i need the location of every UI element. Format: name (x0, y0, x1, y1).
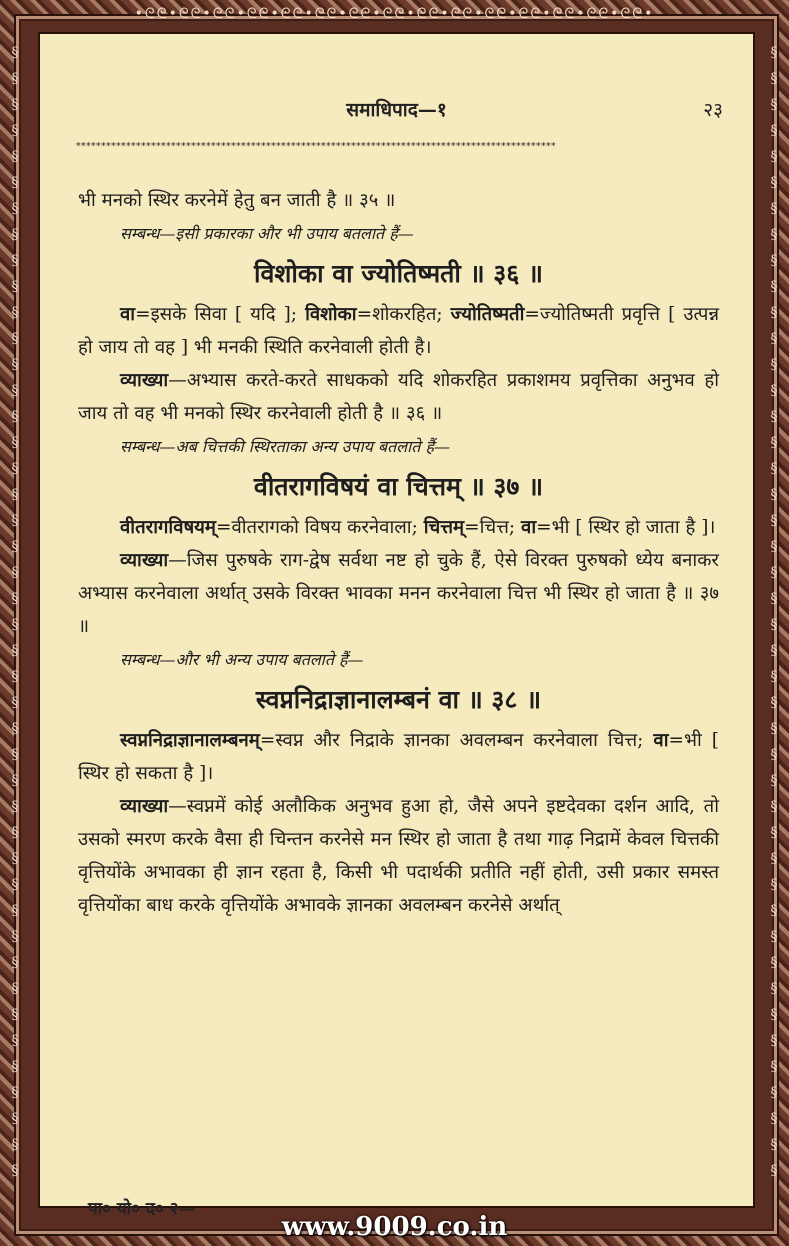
commentary-37 (78, 544, 719, 643)
word-meaning-36 (78, 298, 719, 364)
meaning: =वीतरागको विषय करनेवाला; (215, 517, 424, 538)
meaning: =भी [ स्थिर हो जाता है ]। (536, 517, 716, 538)
commentary-label: व्याख्या (120, 550, 169, 571)
star-separator: ************************************************************************************************ (76, 142, 556, 152)
commentary-38 (78, 790, 719, 922)
page-body (78, 184, 719, 922)
meaning: =ज्योतिष्मती प्रवृत्ति [ उत्पन्न हो जाय तो वह ] भी मनकी स्थिति करनेवाली होती है। (78, 304, 719, 358)
relation-line-37: सम्बन्ध—अब चित्तकी स्थिरताका अन्य उपाय बतलाते हैं— (120, 437, 450, 456)
relation-line-38: सम्बन्ध—और भी अन्य उपाय बतलाते हैं— (120, 650, 364, 669)
ornament-right: § § § § § § § § § § § § § § § § § § § § § § § § § § § § § § § § § § § § § § § § § § § § (770, 45, 778, 1179)
word-meaning-38 (78, 724, 719, 790)
paragraph-continuation: भी मनको स्थिर करनेमें हेतु बन जाती है ॥ ३५ ॥ (78, 190, 396, 211)
term: विशोका (305, 304, 357, 325)
book-page (38, 32, 755, 1219)
term: वा (120, 304, 136, 325)
meaning: =इसके सिवा [ यदि ]; (135, 304, 306, 325)
commentary-label: व्याख्या (120, 796, 169, 817)
chapter-title: समाधिपाद—१ (346, 99, 447, 121)
term: स्वप्ननिद्राज्ञानालम्बनम् (120, 730, 260, 751)
commentary-label: व्याख्या (120, 370, 169, 391)
meaning: =शोकरहित; (356, 304, 451, 325)
page-number: २३ (703, 99, 723, 121)
commentary-text: —अभ्यास करते-करते साधकको यदि शोकरहित प्रकाशमय प्रवृत्तिका अनुभव हो जाय तो वह भी मनको स्थिर करनेवाली होती है ॥ ३६ ॥ (78, 370, 719, 424)
page-header (40, 96, 753, 126)
word-meaning-37 (78, 511, 719, 544)
ornament-left: § § § § § § § § § § § § § § § § § § § § § § § § § § § § § § § § § § § § § § § § § § § § (11, 45, 19, 1179)
page-footer-signature: पा० यो० द० २— (88, 1199, 196, 1219)
relation-line-36: सम्बन्ध—इसी प्रकारका और भी उपाय बतलाते हैं— (120, 224, 414, 243)
term: वीतरागविषयम् (120, 517, 216, 538)
meaning: =चित्त; (464, 517, 522, 538)
commentary-36 (78, 364, 719, 430)
sutra-36: विशोका वा ज्योतिष्मती ॥ ३६ ॥ (254, 259, 543, 288)
commentary-text: —स्वप्नमें कोई अलौकिक अनुभव हुआ हो, जैसे अपने इष्टदेवका दर्शन आदि, तो उसको स्मरण करके वैसा ही चिन्तन करनेसे मन स्थिर हो जाता है तथा गाढ़ निद्रामें केवल चित्तकी वृत्तियोंके अभावका ही ज्ञान रहता है, किसी भी पदार्थकी प्रतीति नहीं होती, उसी प्रकार समस्त वृत्तियोंका बाध करके वृत्तियोंके अभावके ज्ञानका अवलम्बन करनेसे अर्थात् (78, 796, 719, 916)
meaning: =भी [ स्थिर हो सकता है ]। (78, 730, 719, 784)
sutra-37: वीतरागविषयं वा चित्तम् ॥ ३७ ॥ (253, 472, 544, 501)
website-watermark[interactable]: www.9009.co.in (281, 1212, 508, 1242)
meaning: =स्वप्न और निद्राके ज्ञानका अवलम्बन करनेवाला चित्त; (259, 730, 654, 751)
term: वा (521, 517, 537, 538)
ornament-top: •ᘓᘓ•ᘓᘓ•ᘓᘓ•ᘓᘓ•ᘓᘓ•ᘓᘓ•ᘓᘓ•ᘓᘓ•ᘓᘓ•ᘓᘓ•ᘓᘓ•ᘓᘓ•ᘓᘓ•ᘓᘓ•ᘓᘓ• (134, 6, 655, 22)
sutra-38: स्वप्ननिद्राज्ञानालम्बनं वा ॥ ३८ ॥ (255, 685, 542, 714)
term: चित्तम् (423, 517, 465, 538)
commentary-text: —जिस पुरुषके राग-द्वेष सर्वथा नष्ट हो चुके हैं, ऐसे विरक्त पुरुषको ध्येय बनाकर अभ्यास करनेवाला अर्थात् उसके विरक्त भावका मनन करनेवाला चित्त भी स्थिर हो जाता है ॥ ३७ ॥ (78, 550, 719, 637)
term: ज्योतिष्मती (450, 304, 525, 325)
term: वा (653, 730, 669, 751)
